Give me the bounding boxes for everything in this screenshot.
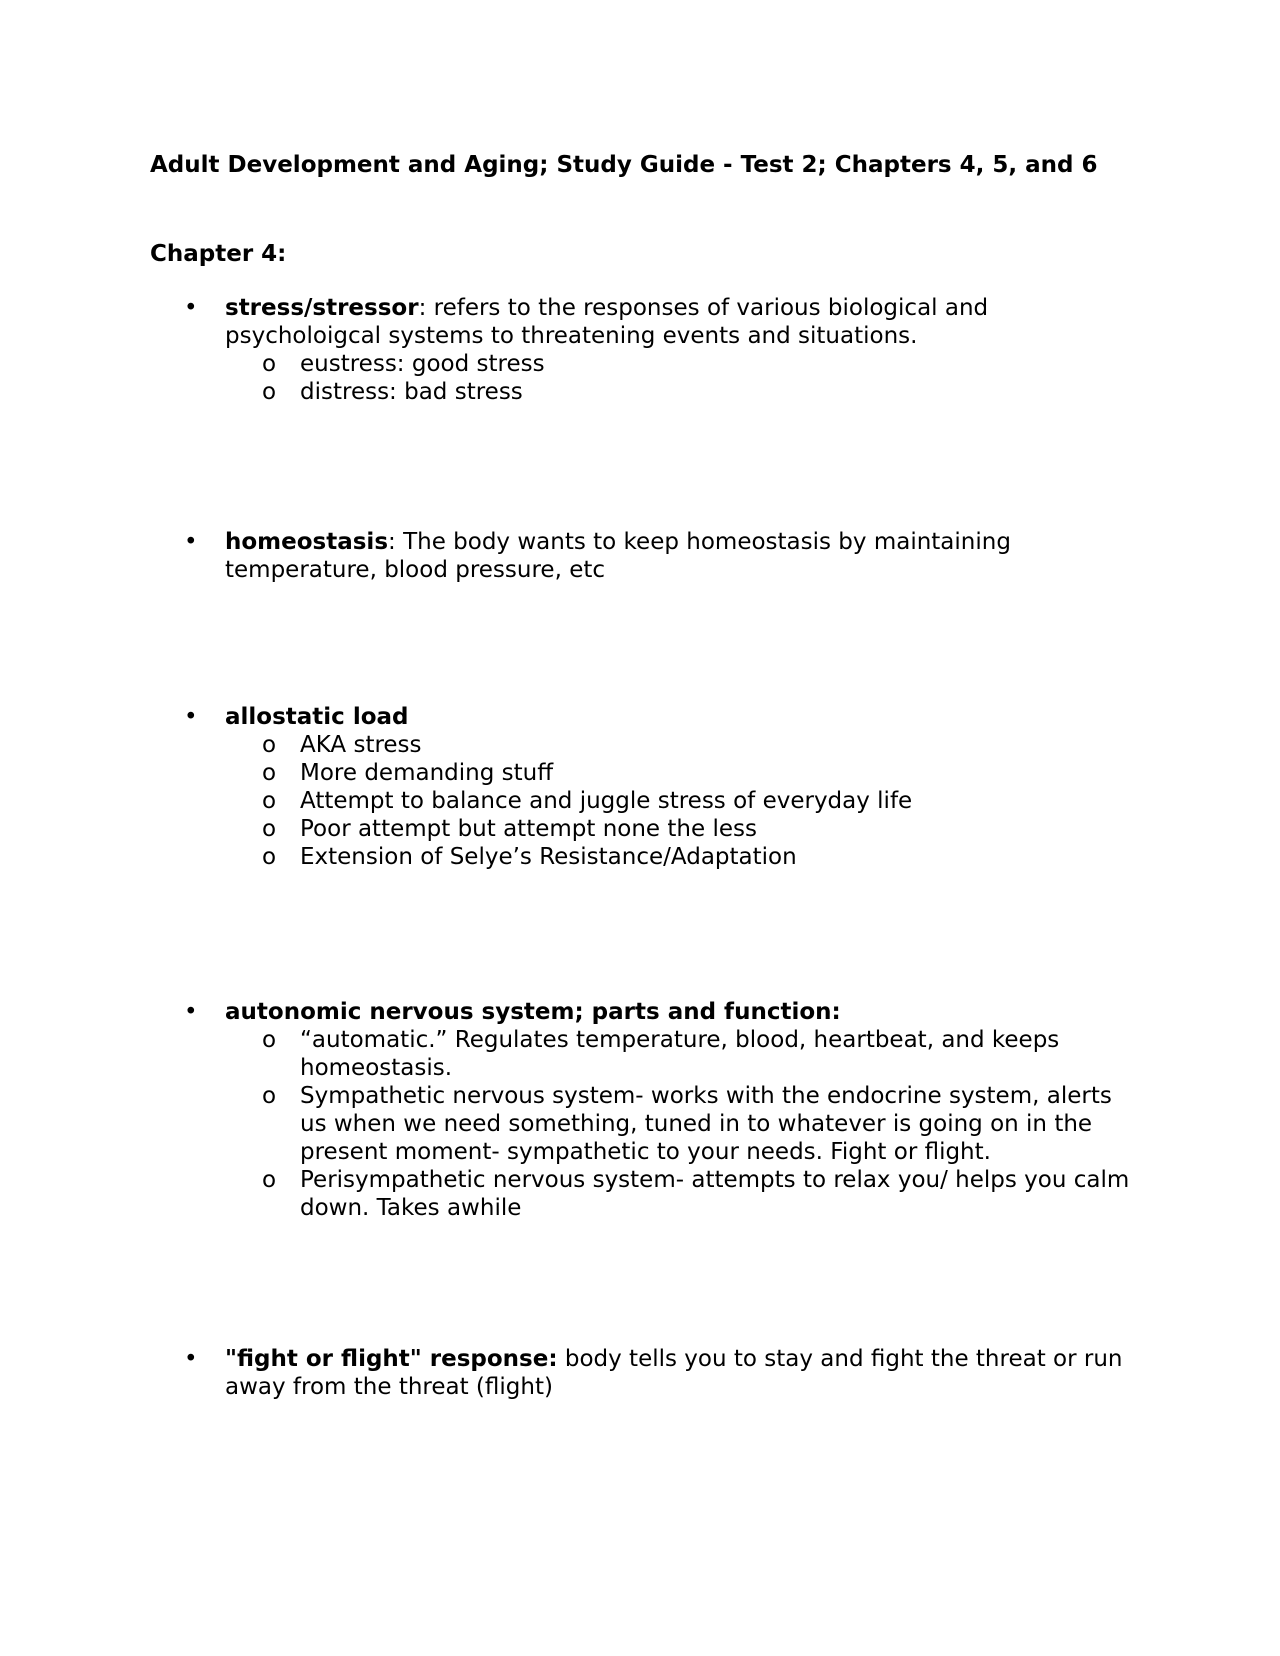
sub-item: [150, 731, 1140, 759]
bullet-icon: •: [184, 529, 198, 555]
sub-item-text: eustress: good stress: [300, 351, 545, 377]
sub-item-text: More demanding stuff: [300, 760, 554, 786]
term: allostatic load: [225, 704, 409, 730]
sub-item: [150, 1166, 1140, 1222]
bullet-row: [150, 294, 1140, 350]
bullet-icon: •: [184, 295, 198, 321]
sub-bullet-icon: o: [262, 788, 277, 814]
sub-bullet-icon: o: [262, 844, 277, 870]
sub-item: [150, 378, 1140, 406]
bullet-row: [150, 998, 1140, 1026]
definition: body tells you to stay and fight the threat or run away from the threat (flight): [225, 1346, 1123, 1400]
list-item-autonomic-nervous-system: [150, 998, 1140, 1222]
sub-item-text: Perisympathetic nervous system- attempts to relax you/ helps you calm down. Takes awhile: [300, 1167, 1130, 1221]
sub-bullet-icon: o: [262, 379, 277, 405]
list-item-stress: [150, 294, 1140, 406]
sub-item: [150, 815, 1140, 843]
bullet-row: [150, 703, 1140, 731]
sub-bullet-icon: o: [262, 351, 277, 377]
term: "fight or flight" response:: [225, 1346, 558, 1372]
sub-item: [150, 350, 1140, 378]
sub-item-text: Sympathetic nervous system- works with the endocrine system, alerts us when we need something, tuned in to whatever is going on in the present moment- sympathetic to your needs. Fight or flight.: [300, 1083, 1112, 1165]
document-title: Adult Development and Aging; Study Guide - Test 2; Chapters 4, 5, and 6: [150, 152, 1098, 178]
bullet-row: [150, 528, 1140, 584]
sub-bullet-icon: o: [262, 760, 277, 786]
sub-item: [150, 1082, 1140, 1166]
bullet-icon: •: [184, 704, 198, 730]
chapter-heading: Chapter 4:: [150, 241, 287, 267]
sub-item-text: Attempt to balance and juggle stress of everyday life: [300, 788, 913, 814]
bullet-row: [150, 1345, 1140, 1401]
list-item-fight-or-flight: [150, 1345, 1140, 1401]
term: homeostasis: [225, 529, 389, 555]
sub-bullet-icon: o: [262, 1167, 277, 1193]
sub-item: [150, 787, 1140, 815]
sub-item: [150, 759, 1140, 787]
sub-item-text: distress: bad stress: [300, 379, 523, 405]
sub-item-text: Poor attempt but attempt none the less: [300, 816, 757, 842]
sub-item: [150, 1026, 1140, 1082]
bullet-icon: •: [184, 999, 198, 1025]
sub-bullet-icon: o: [262, 1083, 277, 1109]
bullet-icon: •: [184, 1346, 198, 1372]
sub-item-text: “automatic.” Regulates temperature, blood, heartbeat, and keeps homeostasis.: [300, 1027, 1060, 1081]
list-item-homeostasis: [150, 528, 1140, 584]
sub-item: [150, 843, 1140, 871]
definition: : The body wants to keep homeostasis by maintaining temperature, blood pressure, etc: [225, 529, 1011, 583]
term: autonomic nervous system; parts and function:: [225, 999, 841, 1025]
definition: : refers to the responses of various biological and psycholoigcal systems to threatening events and situations.: [225, 295, 989, 349]
list-item-allostatic-load: [150, 703, 1140, 871]
sub-bullet-icon: o: [262, 816, 277, 842]
sub-item-text: AKA stress: [300, 732, 422, 758]
sub-bullet-icon: o: [262, 1027, 277, 1053]
sub-item-text: Extension of Selye’s Resistance/Adaptation: [300, 844, 797, 870]
term: stress/stressor: [225, 295, 419, 321]
sub-bullet-icon: o: [262, 732, 277, 758]
